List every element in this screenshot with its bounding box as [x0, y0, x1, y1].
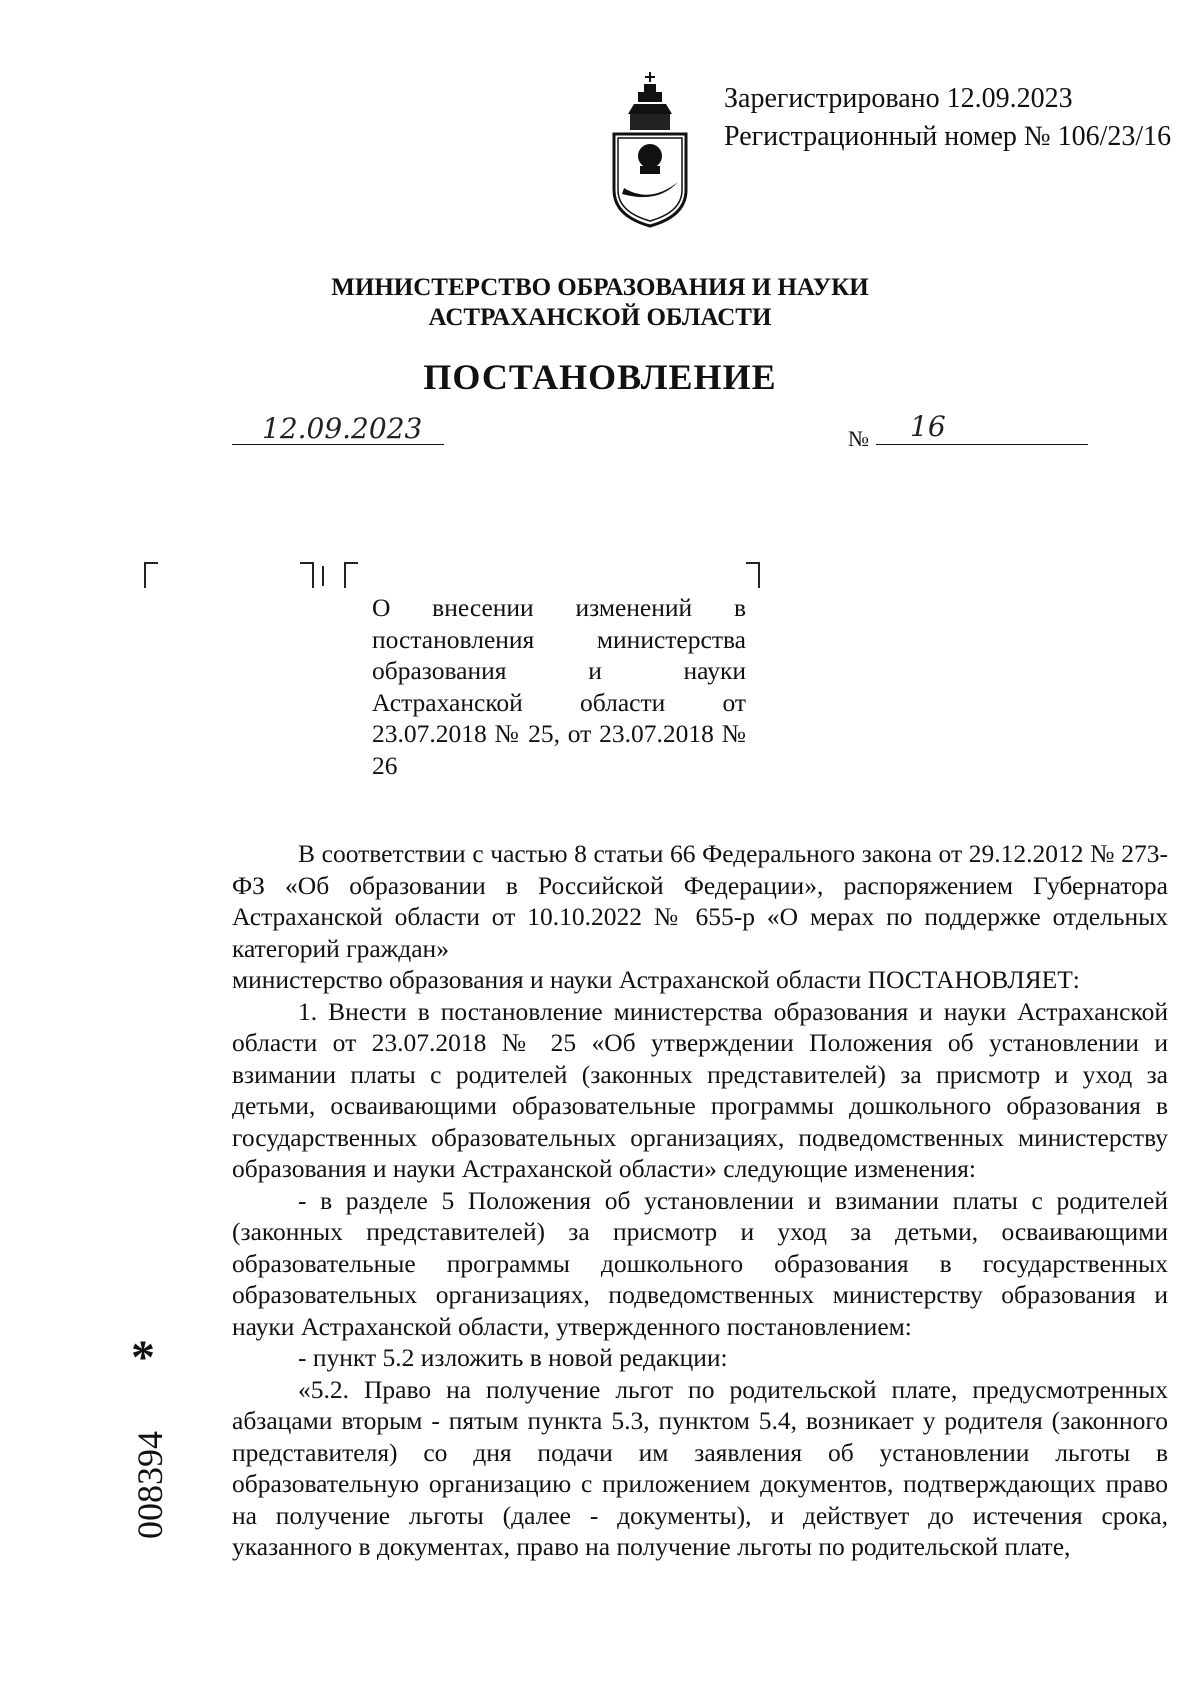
coat-of-arms-emblem	[604, 72, 696, 234]
subject-text: О внесении изменений в постановления министерства образования и науки Астраханской области от 23.07.2018 № 25, от 23.07.2018 № 26	[372, 593, 746, 780]
handwritten-date: 12.09.2023	[262, 412, 423, 445]
document-subject	[372, 592, 746, 781]
registration-number: Регистрационный номер № 106/23/16	[724, 121, 1172, 152]
corner-bracket	[144, 562, 158, 588]
body-paragraph: 1. Внести в постановление министерства образования и науки Астраханской области от 23.07.2018 № 25 «Об утверждении Положения об установлении и взимании платы с родителей (законных представителей) за присмотр и уход за детьми, осваивающими образовательные программы дошкольного образования в государственных образовательных организациях, подведомственных министерству образования и науки Астраханской области» следующие изменения:	[232, 996, 1168, 1183]
number-line	[876, 444, 1088, 445]
body-paragraph: министерство образования и науки Астраханской области ПОСТАНОВЛЯЕТ:	[232, 965, 1080, 994]
ministry-name-line2: АСТРАХАНСКОЙ ОБЛАСТИ	[428, 304, 772, 331]
registration-date: Зарегистрировано 12.09.2023	[724, 83, 1073, 114]
body-paragraph: - в разделе 5 Положения об установлении и взимании платы с родителей (законных представителей) за присмотр и уход за детьми, осваивающими образовательные программы дошкольного образования в государственных образовательных организациях, подведомственных министерству образования и науки Астраханской области, утвержденного постановлением:	[232, 1185, 1168, 1341]
document-type-title: ПОСТАНОВЛЕНИЕ	[423, 357, 777, 397]
body-paragraph: В соответствии с частью 8 статьи 66 Федерального закона от 29.12.2012 № 273-ФЗ «Об образовании в Российской Федерации», распоряжением Губернатора Астраханской области от 10.10.2022 № 655-р «О мерах по поддержке отдельных категорий граждан»	[232, 839, 1168, 963]
stamp-number: 008394	[130, 1431, 170, 1539]
corner-bracket	[344, 562, 358, 588]
document-body	[232, 838, 1168, 1563]
ministry-name-line1: МИНИСТЕРСТВО ОБРАЗОВАНИЯ И НАУКИ	[331, 274, 869, 301]
handwritten-number: 16	[910, 410, 946, 443]
stamp-asterisk-icon: *	[131, 1331, 155, 1384]
number-label: №	[848, 426, 869, 451]
body-paragraph: - пункт 5.2 изложить в новой редакции:	[298, 1343, 728, 1372]
corner-bracket	[300, 562, 314, 588]
page-stamp	[113, 1331, 187, 1600]
corner-bracket	[322, 566, 324, 586]
corner-bracket	[746, 562, 760, 588]
body-paragraph: «5.2. Право на получение льгот по родительской плате, предусмотренных абзацами вторым - пятым пункта 5.3, пунктом 5.4, возникает у родителя (законного представителя) со дня подачи им заявления об установлении льготы в образовательную организацию с приложением документов, подтверждающих право на получение льготы (далее - документы), и действует до истечения срока, указанного в документах, право на получение льготы по родительской плате,	[232, 1374, 1168, 1561]
